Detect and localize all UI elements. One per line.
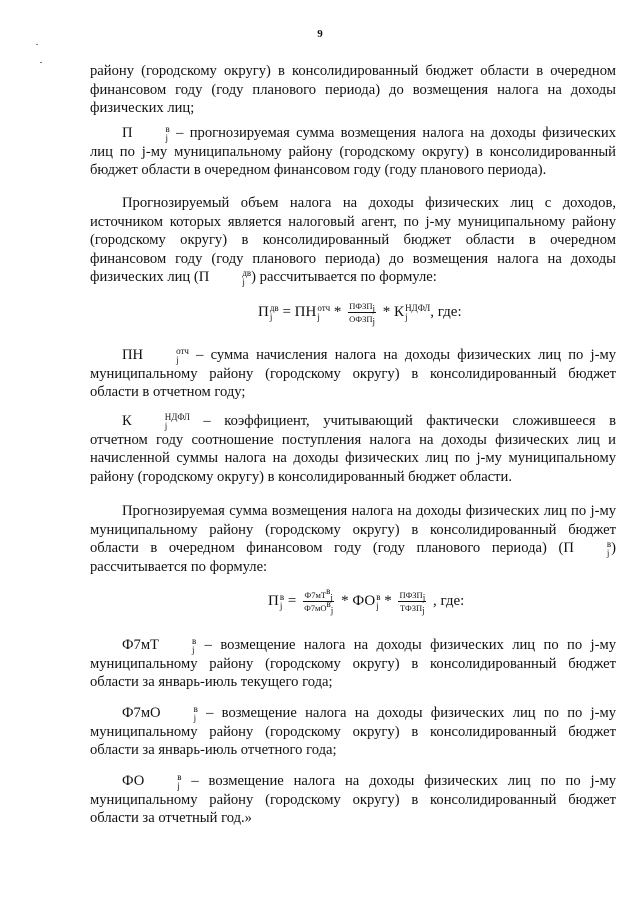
scan-speck	[36, 44, 38, 45]
definition-paragraph	[90, 412, 616, 486]
symbol: К НДФЛ j	[122, 411, 190, 431]
definition-paragraph	[90, 346, 616, 402]
paragraph-continuation	[90, 62, 616, 118]
paragraph-text: ) рассчитывается по формуле:	[251, 269, 437, 286]
paragraph	[90, 194, 616, 287]
symbol: П в j	[122, 123, 170, 143]
paragraph-text: – коэффициент, учитывающий фактически сложившееся в отчетном году соотношение поступления налога на доходы физических лиц и начисленной суммы налога на доходы физических лиц по j-му муниципальному району (городскому округу) в консолидированный бюджет области.	[90, 413, 616, 485]
paragraph-text: ) рассчитывается по формуле:	[90, 540, 616, 575]
paragraph-text: – возмещение налога на доходы физических лиц по по j-му муниципальному району (городскому округу) в консолидированный бюджет области за январь-июль текущего года;	[90, 637, 616, 691]
paragraph	[90, 502, 616, 576]
definition-paragraph	[90, 772, 616, 828]
paragraph-text: – сумма начисления налога на доходы физических лиц по j-му муниципальному району (городскому округу) в консолидированный бюджет области в отчетном году;	[90, 347, 616, 401]
fraction: $\frac{Ф7мТ^в_j}{Ф7мО^в_j}$	[304, 586, 334, 616]
symbol: Ф7мО в j	[122, 703, 198, 723]
formula-2: П в j = $\frac{Ф7мТ^в_j}{Ф7мО^в_j}$ * ФО в j * $\frac{ПФЗП_j}{ТФЗП_j}$ , где:	[268, 586, 465, 616]
symbol: ФО в j	[122, 771, 182, 791]
symbol: ПН отч j	[122, 345, 189, 365]
definition-paragraph	[90, 124, 616, 180]
page-number: 9	[317, 28, 323, 40]
symbol: П в j	[563, 538, 612, 558]
definition-paragraph	[90, 704, 616, 760]
paragraph-text: – возмещение налога на доходы физических лиц по по j-му муниципальному району (городскому округу) в консолидированный бюджет области за отчетный год.»	[90, 773, 616, 827]
paragraph-text: – прогнозируемая сумма возмещения налога на доходы физических лиц по j-му муниципальному району (городскому округу) в консолидированный бюджет области в очередном финансовом году (году планового периода).	[90, 125, 616, 179]
symbol: П дв j	[198, 268, 252, 288]
scan-speck	[40, 62, 42, 63]
fraction: $\frac{ПФЗП_j}{ОФЗП_j}$	[349, 301, 376, 327]
symbol: Ф7мТ в j	[122, 635, 197, 655]
fraction: $\frac{ПФЗП_j}{ТФЗП_j}$	[399, 590, 426, 616]
paragraph-text: району (городскому округу) в консолидированный бюджет области в очередном финансовом году (году планового периода) до возмещения налога на доходы физических лиц;	[90, 63, 616, 117]
paragraph-text: Прогнозируемая сумма возмещения налога на доходы физических лиц по j-му муниципальному району (городскому округу) в консолидированный бюджет области в очередном финансовом году (году планового периода) (	[90, 503, 616, 557]
paragraph-text: Прогнозируемый объем налога на доходы физических лиц с доходов, источником которых является налоговый агент, по j-му муниципальному району (городскому округу) в консолидированный бюджет области в очередном финансовом году (году планового периода) до возмещения налога на доходы физических лиц (	[90, 195, 616, 286]
paragraph-text: – возмещение налога на доходы физических лиц по по j-му муниципальному району (городскому округу) в консолидированный бюджет области за январь-июль отчетного года;	[90, 705, 616, 759]
formula-1: П дв j = ПН отч j * $\frac{ПФЗП_j}{ОФЗП_j}$ * К НДФЛ j , где:	[258, 301, 462, 327]
definition-paragraph	[90, 636, 616, 692]
